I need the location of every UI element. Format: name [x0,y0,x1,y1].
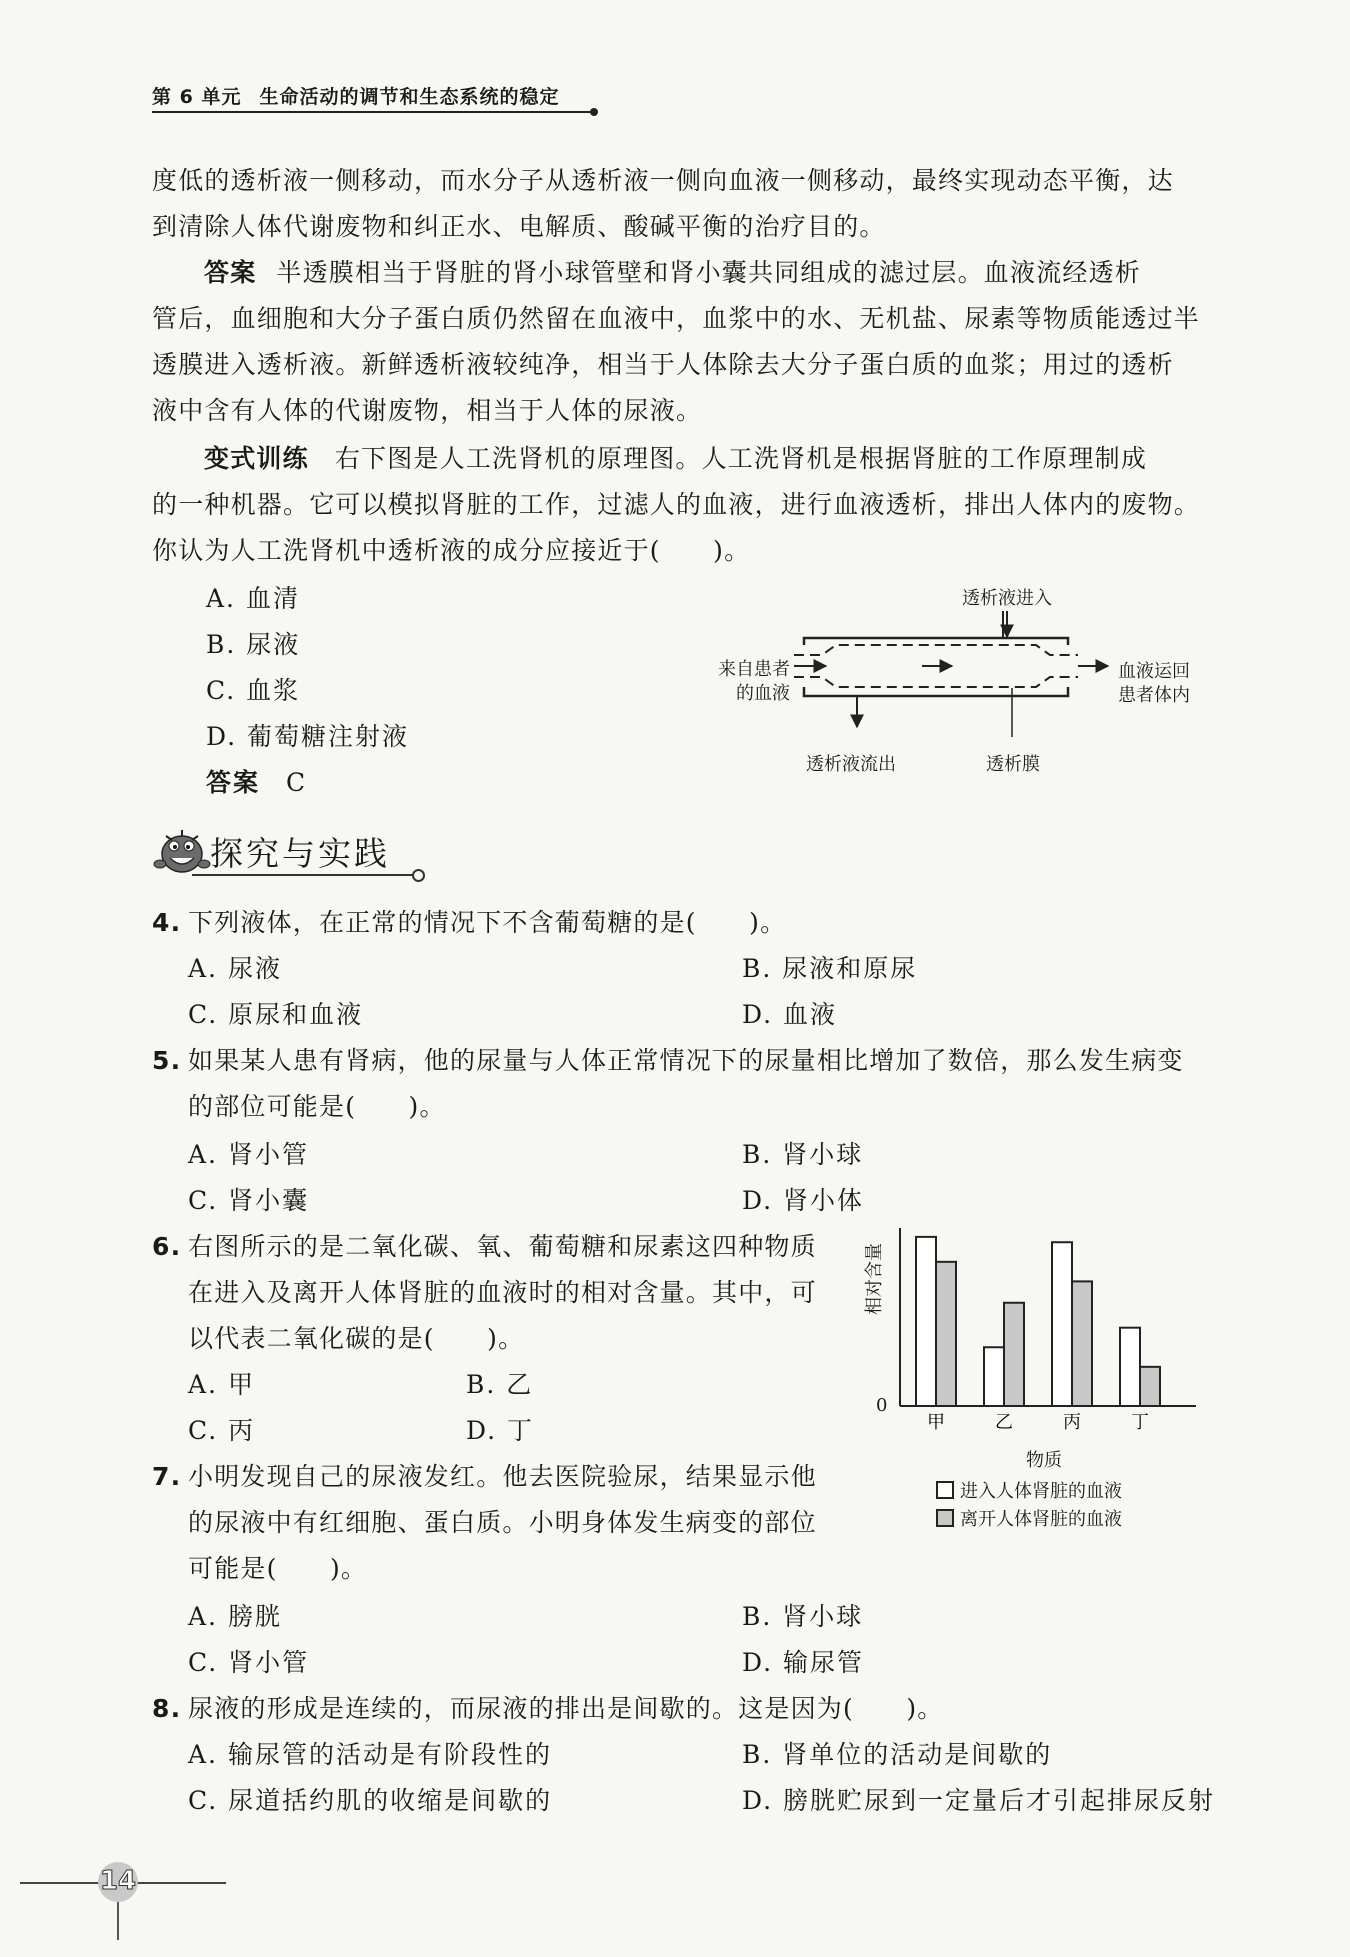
running-header [152,76,598,116]
header-title: 生命活动的调节和生态系统的稳定 [259,86,560,108]
tube-bottom [804,687,1068,696]
variant-option-b[interactable]: B. 尿液 [206,630,301,659]
x-tick-label-2: 乙 [995,1412,1013,1433]
legend-label-out: 离开人体肾脏的血液 [960,1509,1122,1530]
page-number-stem [117,1902,119,1940]
header-text [152,82,559,109]
q4-option-b[interactable]: B. 尿液和原尿 [742,954,918,983]
answer1-line-3: 透膜进入透析液。新鲜透析液较纯净，相当于人体除去大分子蛋白质的血浆；用过的透析 [152,350,1174,379]
header-rule [152,111,592,113]
q6-stem-3: 以代表二氧化碳的是( )。 [188,1324,525,1353]
legend-label-in: 进入人体肾脏的血液 [960,1481,1122,1502]
bar-out-4 [1140,1367,1160,1406]
q6-option-a[interactable]: A. 甲 [188,1370,255,1399]
variant-text-1: 右下图是人工洗肾机的原理图。人工洗肾机是根据肾脏的工作原理制成 [334,444,1148,473]
q4-number: 4. [152,908,182,937]
q6-stem-2: 在进入及离开人体肾脏的血液时的相对含量。其中，可 [188,1278,817,1307]
variant-answer [206,766,307,800]
variant-line-1 [152,436,1222,482]
q6-stem-1 [152,1230,817,1264]
variant-label: 变式训练 [204,444,309,473]
header-dot [590,108,598,116]
q7-option-b[interactable]: B. 肾小球 [742,1602,864,1631]
q8-option-c[interactable]: C. 尿道括约肌的收缩是间歇的 [188,1786,553,1815]
bar-in-1 [916,1237,936,1406]
tube-top [804,638,1068,645]
q7-number: 7. [152,1462,182,1491]
blood-path-bottom [794,677,1078,687]
answer1-line-1 [152,250,1222,296]
variant-option-a[interactable]: A. 血清 [206,584,300,613]
bar-in-3 [1052,1242,1072,1406]
bar-in-4 [1120,1328,1140,1406]
q6-option-b[interactable]: B. 乙 [466,1370,534,1399]
label-dialysate-in: 透析液进入 [962,588,1052,609]
section-rule [192,874,414,876]
label-membrane: 透析膜 [986,754,1040,775]
label-from-patient-2: 的血液 [736,683,790,704]
answer1-label: 答案 [204,258,257,287]
label-return-1: 血液运回 [1118,661,1190,682]
q5-option-b[interactable]: B. 肾小球 [742,1140,864,1169]
section-rule-end [412,869,425,882]
legend-item-out [936,1505,1122,1531]
q4-option-c[interactable]: C. 原尿和血液 [188,1000,364,1029]
chart-y-label: 相对含量 [864,1243,885,1315]
q8-option-d[interactable]: D. 膀胱贮尿到一定量后才引起排尿反射 [742,1786,1216,1815]
q6-option-c[interactable]: C. 丙 [188,1416,256,1445]
q5-option-c[interactable]: C. 肾小囊 [188,1186,310,1215]
x-tick-label-3: 丙 [1063,1412,1081,1433]
q7-stem-2: 的尿液中有红细胞、蛋白质。小明身体发生病变的部位 [188,1508,817,1537]
q8-option-b[interactable]: B. 肾单位的活动是间歇的 [742,1740,1053,1769]
label-dialysate-out: 透析液流出 [806,754,896,775]
substance-bar-chart [860,1218,1200,1458]
q5-option-d[interactable]: D. 肾小体 [742,1186,865,1215]
q7-option-c[interactable]: C. 肾小管 [188,1648,310,1677]
q6-option-d[interactable]: D. 丁 [466,1416,535,1445]
q7-option-d[interactable]: D. 输尿管 [742,1648,865,1677]
q4-stem [152,906,786,940]
chart-x-label: 物质 [1026,1450,1062,1471]
q8-option-a[interactable]: A. 输尿管的活动是有阶段性的 [188,1740,552,1769]
intro-line-1: 度低的透析液一侧移动，而水分子从透析液一侧向血液一侧移动，最终实现动态平衡，达 [152,166,1174,195]
x-tick-label-4: 丁 [1131,1412,1149,1433]
q6-text-1: 右图所示的是二氧化碳、氧、葡萄糖和尿素这四种物质 [188,1232,817,1261]
q8-number: 8. [152,1694,182,1723]
chart-origin-label: 0 [876,1395,888,1416]
q7-option-a[interactable]: A. 膀胱 [188,1602,282,1631]
bar-out-3 [1072,1281,1092,1406]
variant-option-d[interactable]: D. 葡萄糖注射液 [206,722,410,751]
q5-text-1: 如果某人患有肾病，他的尿量与人体正常情况下的尿量相比增加了数倍，那么发生病变 [188,1046,1184,1075]
q4-option-a[interactable]: A. 尿液 [188,954,282,983]
q7-stem-1 [152,1460,817,1494]
variant-line-2: 的一种机器。它可以模拟肾脏的工作，过滤人的血液，进行血液透析，排出人体内的废物。 [152,490,1201,519]
q8-stem [152,1692,944,1726]
variant-line-3: 你认为人工洗肾机中透析液的成分应接近于( )。 [152,536,751,565]
answer1-line-4: 液中含有人体的代谢废物，相当于人体的尿液。 [152,396,703,425]
variant-option-c[interactable]: C. 血浆 [206,676,301,705]
intro-line-2: 到清除人体代谢废物和纠正水、电解质、酸碱平衡的治疗目的。 [152,212,886,241]
bar-in-2 [984,1347,1004,1406]
answer1-line-2: 管后，血细胞和大分子蛋白质仍然留在血液中，血浆中的水、无机盐、尿素等物质能透过半 [152,304,1201,333]
variant-answer-value: C [286,768,308,797]
page-number: 14 [99,1866,137,1896]
smiley-icon [152,824,212,878]
q8-text: 尿液的形成是连续的，而尿液的排出是间歇的。这是因为( )。 [188,1694,944,1723]
q7-stem-3: 可能是( )。 [188,1554,368,1583]
legend-item-in [936,1477,1122,1503]
blood-path-top [794,645,1078,655]
q7-text-1: 小明发现自己的尿液发红。他去医院验尿，结果显示他 [188,1462,817,1491]
bar-out-1 [936,1262,956,1406]
bar-out-2 [1004,1303,1024,1406]
q4-option-d[interactable]: D. 血液 [742,1000,838,1029]
q5-number: 5. [152,1046,182,1075]
label-from-patient-1: 来自患者 [718,659,790,680]
answer1-text-1: 半透膜相当于肾脏的肾小球管壁和肾小囊共同组成的滤过层。血液流经透析 [276,258,1142,287]
legend-swatch-in [936,1481,954,1499]
q5-option-a[interactable]: A. 肾小管 [188,1140,309,1169]
section-title: 探究与实践 [210,834,390,873]
header-unit: 第 6 单元 [152,86,242,108]
section-header [152,822,432,882]
label-return-2: 患者体内 [1118,685,1190,706]
q4-text: 下列液体，在正常的情况下不含葡萄糖的是( )。 [188,908,787,937]
q5-stem-2: 的部位可能是( )。 [188,1092,446,1121]
q5-stem-1 [152,1044,1184,1078]
q6-number: 6. [152,1232,182,1261]
legend-swatch-out [936,1509,954,1527]
x-tick-label-1: 甲 [927,1412,945,1433]
variant-answer-label: 答案 [206,768,261,797]
